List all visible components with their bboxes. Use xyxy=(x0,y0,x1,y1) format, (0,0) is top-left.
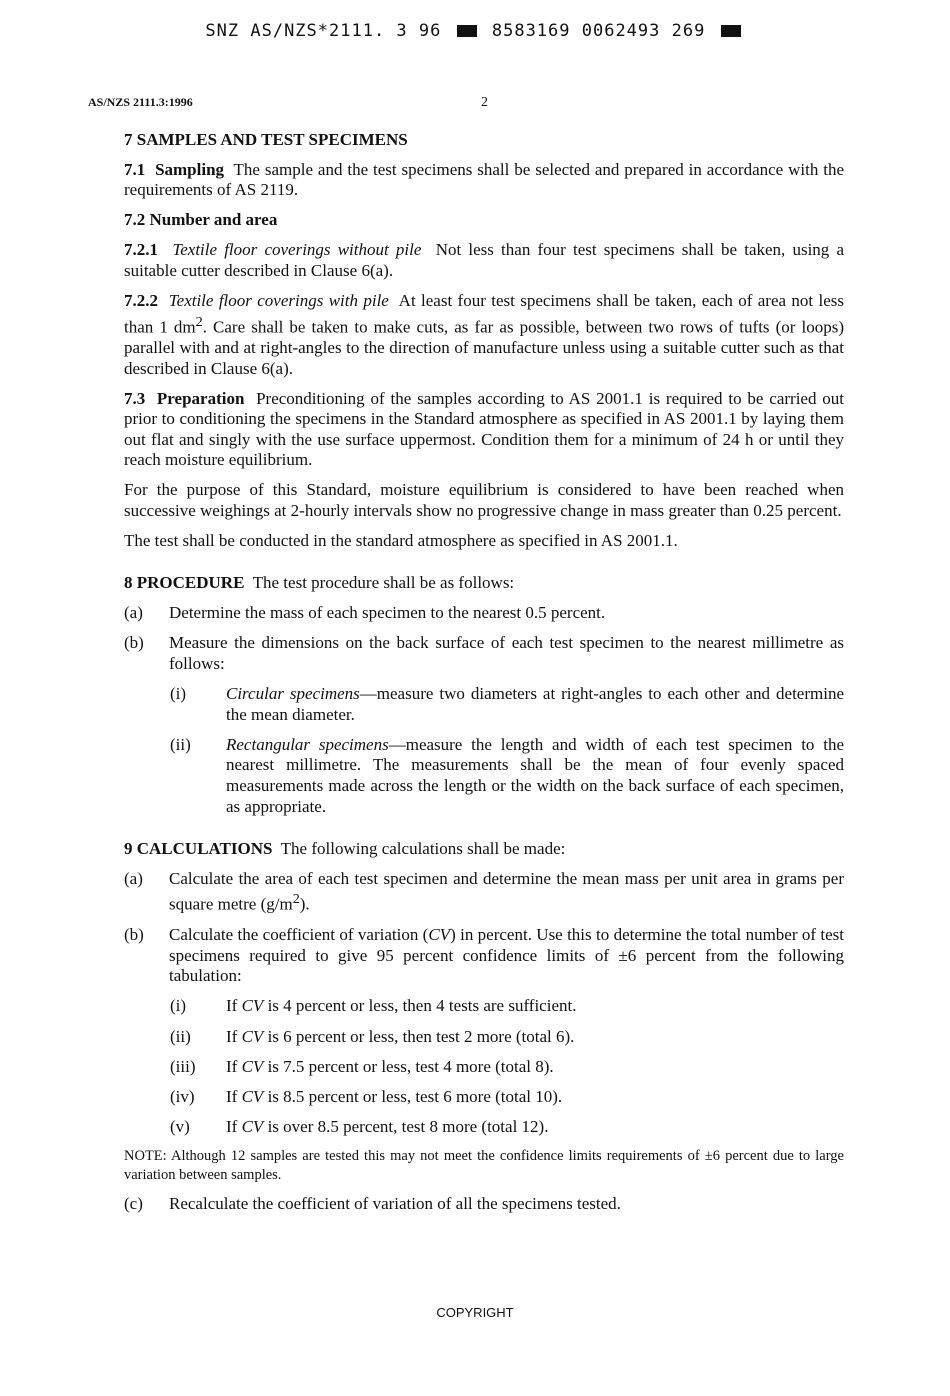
subitem-desc: is 7.5 percent or less, test 4 more (total 8). xyxy=(267,1056,554,1076)
procedure-item xyxy=(124,633,844,674)
clause-text: Not less than four test specimens shall be taken, using a suitable cutter described in Clause 6(a). xyxy=(124,240,845,280)
clause-heading: Sampling xyxy=(155,159,225,179)
item-text-main: Calculate the coefficient of variation ( xyxy=(169,925,429,945)
section-9-heading xyxy=(124,839,844,860)
cv-term: CV xyxy=(241,996,264,1016)
subitem-term: Circular specimens xyxy=(226,684,360,704)
subitem-pre: If xyxy=(226,1086,238,1106)
clause-text-cont: . Care shall be taken to make cuts, as far as possible, between two rows of tufts (or loops) parallel with and at right-angles to the direction of manufacture unless using a suitable cutter such as that described in Clause 6(a). xyxy=(124,317,844,378)
document-body xyxy=(124,130,844,1224)
subitem-desc: is 6 percent or less, then test 2 more (total 6). xyxy=(267,1026,575,1046)
clause-heading: 7.2 Number and area xyxy=(124,210,278,230)
tabulation-row xyxy=(170,1087,844,1108)
section-7-title: 7 SAMPLES AND TEST SPECIMENS xyxy=(124,130,408,149)
cv-term: CV xyxy=(241,1086,264,1106)
note: NOTE: Although 12 samples are tested this may not meet the confidence limits requirements of ±6 percent due to large variation between samples. xyxy=(124,1147,844,1183)
copyright-footer: COPYRIGHT xyxy=(436,1305,514,1320)
section-8-heading xyxy=(124,573,844,594)
procedure-subitem xyxy=(170,684,844,725)
paragraph-atmosphere: The test shall be conducted in the standard atmosphere as specified in AS 2001.1. xyxy=(124,531,678,551)
cv-term: CV xyxy=(241,1056,264,1076)
subitem-text xyxy=(226,996,844,1017)
subitem-text xyxy=(226,684,844,725)
paragraph-equilibrium: For the purpose of this Standard, moisture equilibrium is considered to have been reached when successive weighings at 2-hourly intervals show no progressive change in mass greater than 0.25 percent. xyxy=(124,480,844,521)
subitem-text xyxy=(226,735,844,817)
subitem-label: (i) xyxy=(170,684,187,704)
subitem-label: (iii) xyxy=(170,1056,196,1076)
subitem-term: Rectangular specimens xyxy=(226,734,389,754)
standard-id: AS/NZS 2111.3:1996 xyxy=(88,95,193,109)
document-code-header xyxy=(0,21,950,41)
clause-heading: Textile floor coverings without pile xyxy=(172,240,422,260)
code-right: 8583169 0062493 269 xyxy=(491,21,706,41)
calculation-item xyxy=(124,869,844,916)
subitem-desc: is over 8.5 percent, test 8 more (total 12). xyxy=(267,1116,549,1136)
clause-number: 7.3 xyxy=(124,388,146,408)
black-bar-mark xyxy=(457,25,477,37)
superscript: 2 xyxy=(195,313,203,330)
subitem-label: (iv) xyxy=(170,1086,195,1106)
item-text xyxy=(169,869,844,916)
item-text: Measure the dimensions on the back surface of each test specimen to the nearest millimetre as follows: xyxy=(169,633,844,674)
clause-7-3 xyxy=(124,389,844,471)
subitem-label: (ii) xyxy=(170,734,191,754)
tabulation-row xyxy=(170,1117,844,1138)
subitem-pre: If xyxy=(226,1056,238,1076)
subitem-text xyxy=(226,1117,844,1138)
item-text: Recalculate the coefficient of variation of all the specimens tested. xyxy=(169,1194,621,1214)
clause-text: Preconditioning of the samples according to AS 2001.1 is required to be carried out prior to conditioning the specimens in the Standard atmosphere as specified in AS 2001.1 by laying them out flat and singly with the use surface uppermost. Condition them for a minimum of 24 h or until they reach moisture equilibrium. xyxy=(124,388,845,470)
subitem-pre: If xyxy=(226,1116,238,1136)
subitem-desc: —measure two diameters at right-angles to each other and determine the mean diameter. xyxy=(226,684,844,724)
section-intro: The following calculations shall be made: xyxy=(280,838,566,858)
subitem-desc: is 4 percent or less, then 4 tests are sufficient. xyxy=(267,996,577,1016)
item-label: (a) xyxy=(124,868,143,888)
clause-7-1 xyxy=(124,160,844,201)
black-bar-mark xyxy=(721,25,741,37)
item-text-tail: ). xyxy=(299,895,310,915)
code-left: SNZ AS/NZS*2111. 3 96 xyxy=(205,21,442,41)
section-heading: 9 CALCULATIONS xyxy=(124,838,273,858)
section-heading: 8 PROCEDURE xyxy=(124,573,245,593)
item-label: (a) xyxy=(124,603,143,623)
clause-text: At least four test specimens shall be taken, each of area not less than 1 dm xyxy=(124,291,845,337)
clause-heading: Preparation xyxy=(156,388,245,408)
item-text-tail: ) in percent. Use this to determine the total number of test specimens required to give 95 percent confidence limits of ±6 percent from the following tabulation: xyxy=(169,925,844,986)
item-label: (c) xyxy=(124,1194,143,1214)
calculation-item xyxy=(124,1194,844,1215)
subitem-pre: If xyxy=(226,996,238,1016)
cv-term: CV xyxy=(428,925,451,945)
page-number: 2 xyxy=(481,95,488,110)
item-text xyxy=(169,925,844,987)
subitem-label: (i) xyxy=(170,996,187,1016)
subitem-desc: —measure the length and width of each test specimen to the nearest millimetre. The measurements shall be the mean of four evenly spaced measurements made across the length or the width on the back surface of each specimen, as appropriate. xyxy=(226,734,845,816)
subitem-text xyxy=(226,1057,844,1078)
clause-7-2 xyxy=(124,210,844,231)
clause-text: The sample and the test specimens shall be selected and prepared in accordance with the requirements of AS 2119. xyxy=(124,159,845,200)
tabulation-row xyxy=(170,996,844,1017)
item-label: (b) xyxy=(124,633,144,653)
clause-number: 7.1 xyxy=(124,159,146,179)
subitem-pre: If xyxy=(226,1026,238,1046)
clause-7-2-2 xyxy=(124,291,844,379)
subitem-desc: is 8.5 percent or less, test 6 more (total 10). xyxy=(267,1086,563,1106)
item-text: Determine the mass of each specimen to the nearest 0.5 percent. xyxy=(169,603,606,623)
procedure-item xyxy=(124,603,844,624)
clause-number: 7.2.2 xyxy=(124,291,158,311)
subitem-label: (ii) xyxy=(170,1026,191,1046)
section-intro: The test procedure shall be as follows: xyxy=(252,573,515,593)
cv-term: CV xyxy=(241,1026,264,1046)
subitem-text xyxy=(226,1027,844,1048)
subitem-label: (v) xyxy=(170,1116,190,1136)
calculation-item xyxy=(124,925,844,987)
clause-heading: Textile floor coverings with pile xyxy=(168,291,389,311)
superscript: 2 xyxy=(292,891,300,908)
subitem-text xyxy=(226,1087,844,1108)
clause-7-2-1 xyxy=(124,240,844,281)
item-text-main: Calculate the area of each test specimen and determine the mean mass per unit area in grams per square metre (g/m xyxy=(169,868,844,915)
item-label: (b) xyxy=(124,925,144,945)
procedure-subitem xyxy=(170,735,844,817)
cv-term: CV xyxy=(241,1116,264,1136)
clause-number: 7.2.1 xyxy=(124,240,158,260)
tabulation-row xyxy=(170,1027,844,1048)
tabulation-row xyxy=(170,1057,844,1078)
